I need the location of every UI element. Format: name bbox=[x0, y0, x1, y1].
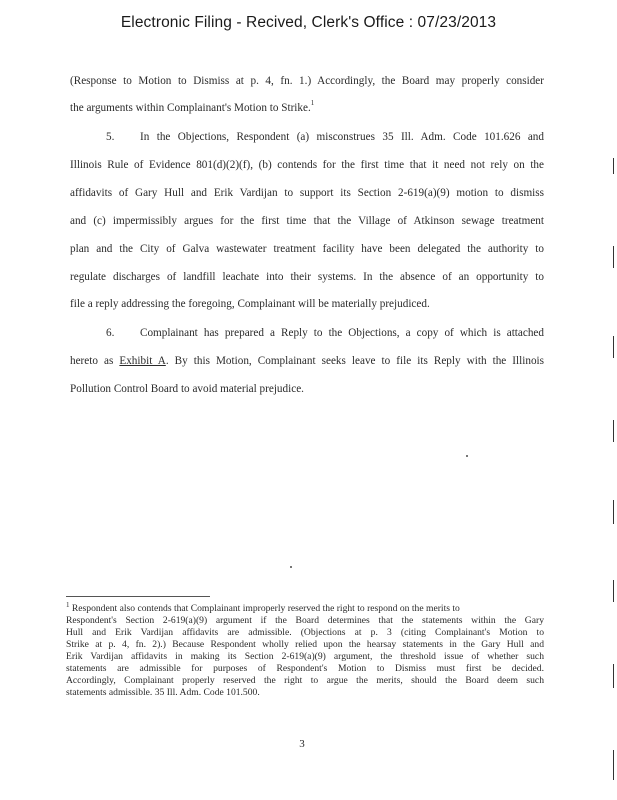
footnote-marker: 1 bbox=[66, 601, 70, 609]
electronic-filing-stamp: Electronic Filing - Recived, Clerk's Office : 07/23/2013 bbox=[120, 14, 497, 31]
paragraph-5-line-4: and (c) impermissibly argues for the first time that the Village of Atkinson sewage treatment bbox=[70, 215, 544, 227]
scan-margin-mark bbox=[613, 750, 614, 780]
paragraph-continued-line-1: (Response to Motion to Dismiss at p. 4, fn. 1.) Accordingly, the Board may properly consider bbox=[70, 75, 544, 87]
footnote-reference: 1 bbox=[310, 99, 315, 107]
footnote-line-2: Respondent's Section 2-619(a)(9) argument if the Board determines that the statements within the Gary bbox=[66, 615, 544, 626]
paragraph-5-line-7: file a reply addressing the foregoing, Complainant will be materially prejudiced. bbox=[70, 298, 430, 310]
footnote-separator bbox=[66, 596, 210, 597]
footnote-line-8: statements admissible. 35 Ill. Adm. Code 101.500. bbox=[66, 687, 260, 698]
exhibit-a-reference: Exhibit A bbox=[119, 355, 166, 367]
scan-margin-mark bbox=[613, 158, 614, 174]
footnote-line-1: $^1$ Respondent also contends that Complainant improperly reserved the right to respond on the merits to bbox=[66, 601, 460, 614]
paragraph-5-line-5: plan and the City of Galva wastewater treatment facility have been delegated the authority to bbox=[70, 243, 544, 255]
paragraph-6-line-2: hereto as Exhibit A. By this Motion, Complainant seeks leave to file its Reply with the Illinois bbox=[70, 355, 544, 367]
scan-margin-mark bbox=[613, 500, 614, 524]
scan-margin-mark bbox=[613, 580, 614, 602]
footnote-line-6: statements are admissible for purposes of Respondent's Motion to Dismiss must first be decided. bbox=[66, 663, 544, 674]
page-number: 3 bbox=[299, 738, 305, 750]
scan-speck bbox=[466, 455, 468, 457]
paragraph-5-line-2: Illinois Rule of Evidence 801(d)(2)(f), (b) contends for the first time that it need not rely on the bbox=[70, 159, 544, 171]
paragraph-6-line-3: Pollution Control Board to avoid material prejudice. bbox=[70, 383, 304, 395]
footnote-line-4: Strike at p. 4, fn. 2).) Because Respondent wholly relied upon the hearsay statements in the Gary Hull and bbox=[66, 639, 544, 650]
footnote-line-7: Accordingly, Complainant properly reserved the right to argue the merits, should the Board deem such bbox=[66, 675, 544, 686]
scan-margin-mark bbox=[613, 246, 614, 268]
footnote-line-3: Hull and Erik Vardijan affidavits are admissible. (Objections at p. 3 (citing Complainant's Motion to bbox=[66, 627, 544, 638]
paragraph-continued-line-2: the arguments within Complainant's Motion to Strike.$^1$ bbox=[70, 99, 315, 114]
paragraph-5-line-3: affidavits of Gary Hull and Erik Vardijan to support its Section 2-619(a)(9) motion to dismiss bbox=[70, 187, 544, 199]
scan-margin-mark bbox=[613, 336, 614, 358]
scan-speck bbox=[290, 566, 292, 568]
paragraph-5-number: 5. bbox=[106, 131, 115, 143]
scan-margin-mark bbox=[613, 664, 614, 688]
footnote-line-5: Erik Vardijan affidavits in making its Section 2-619(a)(9) argument, the threshold issue of whether such bbox=[66, 651, 544, 662]
paragraph-6-number: 6. bbox=[106, 327, 115, 339]
scan-margin-mark bbox=[613, 420, 614, 442]
paragraph-5-line-6: regulate discharges of landfill leachate into their systems. In the absence of an opportunity to bbox=[70, 271, 544, 283]
